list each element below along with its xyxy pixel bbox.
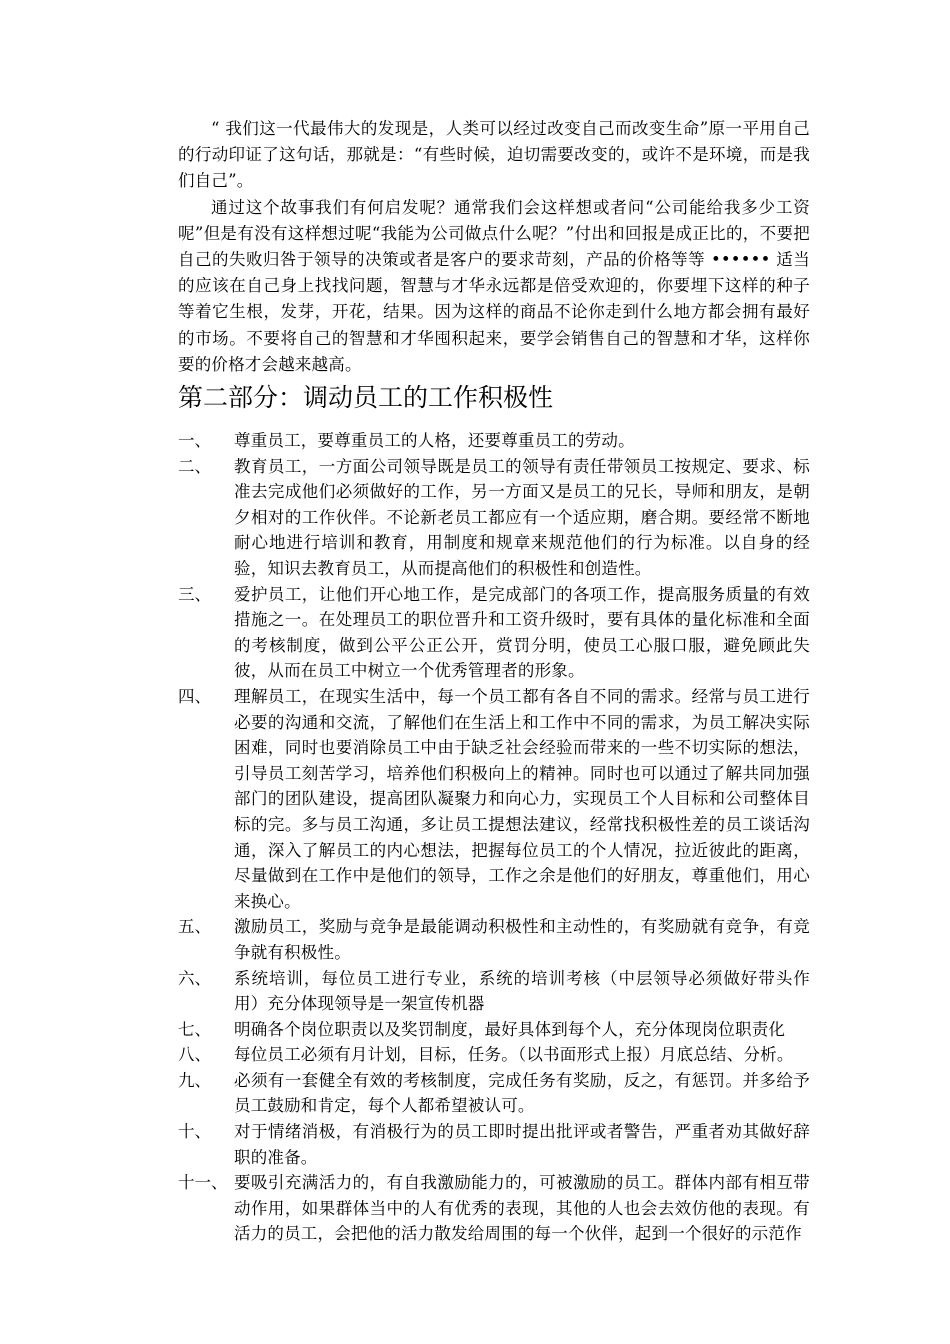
intro-paragraph-2: 通过这个故事我们有何启发呢？通常我们会这样想或者问“公司能给我多少工资呢”但是有没有这样想过呢“我能为公司做点什么呢？”付出和回报是成正比的，不要把自己的失败归咎于领导的决策或者是客户的要求苛刻，产品的价格等等 •••••• 适当的应该在自己身上找找问题，智慧与才华永远都是倍受欢迎的，你要埋下这样的种子等着它生根，发芽，开花，结果。因为这样的商品不论你走到什么地方都会拥有最好的市场。不要将自己的智慧和才华囤积起来，要学会销售自己的智慧和才华，这样你要的价格才会越来越高。 <box>178 197 810 374</box>
list-item-text: 明确各个岗位职责以及奖罚制度，最好具体到每个人，充分体现岗位职责化 <box>234 1019 786 1039</box>
list-item-number: 三、 <box>178 584 211 604</box>
list-item-text: 教育员工，一方面公司领导既是员工的领导有责任带领员工按规定、要求、标准去完成他们必须做好的工作，另一方面又是员工的兄长，导师和朋友，是朝夕相对的工作伙伴。不论新老员工都应有一个适应期，磨合期。要经常不断地耐心地进行培训和教育，用制度和规章来规范他们的行为标准。以自身的经验，知识去教育员工，从而提高他们的积极性和创造性。 <box>234 456 810 578</box>
list-item-text: 理解员工，在现实生活中，每一个员工都有各自不同的需求。经常与员工进行必要的沟通和交流，了解他们在生活上和工作中不同的需求，为员工解决实际困难，同时也要消除员工中由于缺乏社会经验而带来的一些不切实际的想法，引导员工刻苦学习，培养他们积极向上的精神。同时也可以通过了解共同加强部门的团队建设，提高团队凝聚力和向心力，实现员工个人目标和公司整体目标的完。多与员工沟通，多让员工提想法建议，经常找积极性差的员工谈话沟通，深入了解员工的内心想法，把握每位员工的个人情况，拉近彼此的距离，尽量做到在工作中是他们的领导，工作之余是他们的好朋友，尊重他们，用心来换心。 <box>234 686 810 911</box>
measures-list <box>178 428 810 1247</box>
list-item <box>178 1119 810 1170</box>
list-item-number: 十一、 <box>178 1173 228 1193</box>
list-item <box>178 966 810 1017</box>
list-item <box>178 684 810 914</box>
document-page <box>178 116 810 1247</box>
list-item-number: 六、 <box>178 968 211 988</box>
list-item-number: 八、 <box>178 1045 211 1065</box>
list-item-number: 一、 <box>178 431 211 451</box>
list-item <box>178 1017 810 1043</box>
list-item-text: 系统培训，每位员工进行专业，系统的培训考核（中层领导必须做好带头作用）充分体现领导是一架宣传机器 <box>234 968 810 1014</box>
list-item <box>178 582 810 684</box>
list-item-number: 九、 <box>178 1070 211 1090</box>
intro-paragraph-1: “ 我们这一代最伟大的发现是，人类可以经过改变自己而改变生命”原一平用自己的行动印证了这句话，那就是：“有些时候，迫切需要改变的，或许不是环境，而是我们自己”。 <box>178 119 810 191</box>
list-item-number: 四、 <box>178 686 211 706</box>
list-item-text: 激励员工，奖励与竞争是最能调动积极性和主动性的，有奖励就有竞争，有竞争就有积极性。 <box>234 917 810 962</box>
list-item <box>178 1068 810 1119</box>
section-heading: 第二部分：调动员工的工作积极性 <box>178 383 554 413</box>
list-item-text: 必须有一套健全有效的考核制度，完成任务有奖励，反之，有惩罚。并多给予员工鼓励和肯定，每个人都希望被认可。 <box>234 1070 810 1116</box>
list-item-number: 七、 <box>178 1019 211 1039</box>
list-item-number: 五、 <box>178 917 211 937</box>
list-item-text: 对于情绪消极，有消极行为的员工即时提出批评或者警告，严重者劝其做好辞职的准备。 <box>234 1122 810 1167</box>
list-item <box>178 428 810 454</box>
list-item <box>178 1170 810 1247</box>
list-item <box>178 454 810 582</box>
list-item-text: 每位员工必须有月计划，目标，任务。（以书面形式上报）月底总结、分析。 <box>234 1045 794 1065</box>
list-item-text: 爱护员工，让他们开心地工作，是完成部门的各项工作，提高服务质量的有效措施之一。在处理员工的职位晋升和工资升级时，要有具体的量化标准和全面的考核制度，做到公平公正公开，赏罚分明，使员工心服口服，避免顾此失彼，从而在员工中树立一个优秀管理者的形象。 <box>234 584 810 681</box>
list-item-text: 尊重员工，要尊重员工的人格，还要尊重员工的劳动。 <box>234 431 635 451</box>
list-item-number: 十、 <box>178 1122 211 1142</box>
list-item-text: 要吸引充满活力的，有自我激励能力的，可被激励的员工。群体内部有相互带动作用，如果群体当中的人有优秀的表现，其他的人也会去效仿他的表现。有活力的员工，会把他的活力散发给周围的每一个伙伴，起到一个很好的示范作 <box>234 1173 810 1244</box>
list-item-number: 二、 <box>178 456 211 476</box>
list-item <box>178 914 810 965</box>
list-item <box>178 1042 810 1068</box>
